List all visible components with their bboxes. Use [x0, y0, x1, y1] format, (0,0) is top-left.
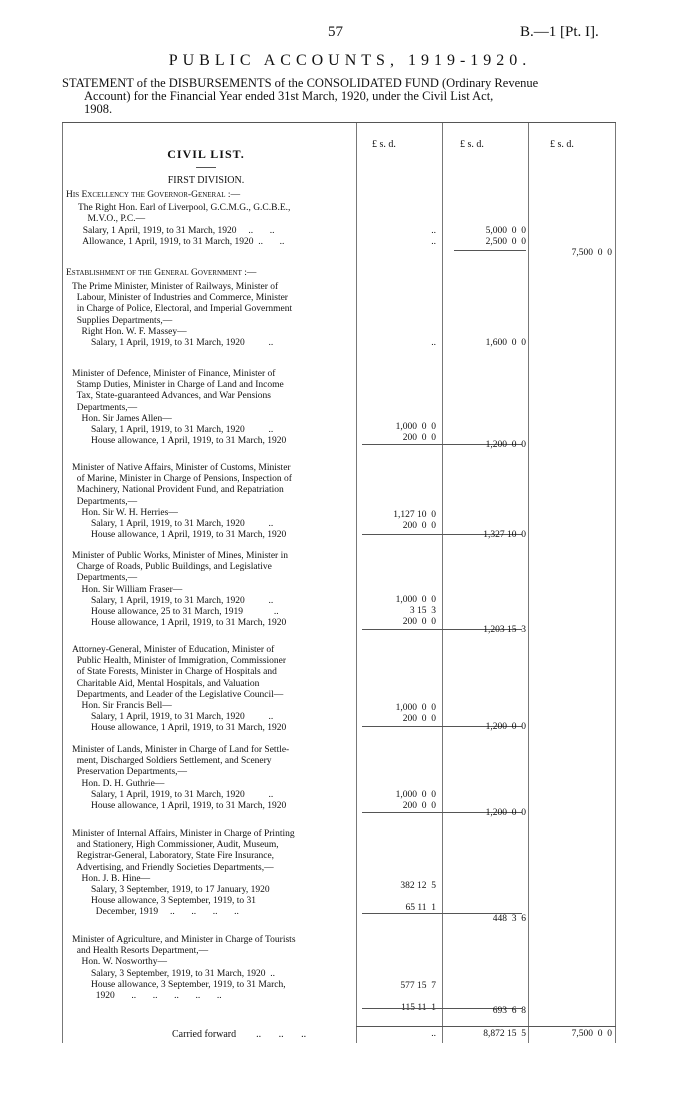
gg-total: 7,500 0 0 [571, 248, 612, 258]
minister-entry-col1: 1,127 10 0 200 0 0 [393, 510, 436, 532]
page-number: 57 [328, 24, 343, 40]
minister-entry-col1: 577 15 7 115 11 1 [400, 981, 436, 1014]
gg-heading: His Excellency the Governor-General :— [66, 190, 241, 200]
minister-entry-text: Minister of Public Works, Minister of Mines, Minister in Charge of Roads, Public Buildings, and Legislative Departments,— Hon. Sir William Fraser— Salary, 1 April, 1919, to 31 March, 1920 .. House allowance, 25 to 31 March, 1919 .. House allowance, 1 April, 1919, to 31 March, 1920 [72, 551, 288, 629]
carried-forward-label: Carried forward .. .. .. [172, 1029, 307, 1040]
minister-entry-col2: 1,203 15 3 [483, 625, 526, 635]
accounts-table [62, 122, 616, 1043]
column-header-2: £ s. d. [460, 139, 484, 150]
minister-entry-text: Minister of Agriculture, and Minister in Charge of Tourists and Health Resorts Department,— Hon. W. Nosworthy— Salary, 3 September, 1919, to 31 March, 1920 .. House allowance, 3 September, 1919, to 31 March, 1920 .. .. .. .. .. [72, 935, 296, 1002]
gg-col1: .. .. [431, 226, 436, 248]
minister-entry-col2: 1,600 0 0 [485, 338, 526, 348]
minister-entry-col1: 1,000 0 0 200 0 0 [395, 422, 436, 444]
gg-col2: 5,000 0 0 2,500 0 0 [485, 226, 526, 248]
minister-entry-text: Minister of Internal Affairs, Minister in Charge of Printing and Stationery, High Commissioner, Audit, Museum, Registrar-General, Laboratory, State Fire Insurance, Advertising, and Friendly Societies Departments,— Hon. J. B. Hine— Salary, 3 September, 1919, to 17 January, 1920 House allowance, 3 September, 1919, to 31 December, 1919 .. .. .. .. [72, 829, 295, 918]
minister-entry-col2: 1,200 0 0 [485, 722, 526, 732]
minister-entry-col2: 1,200 0 0 [485, 808, 526, 818]
minister-entry-col2: 1,200 0 0 [485, 440, 526, 450]
subtitle-line: Account) for the Financial Year ended 31st March, 1920, under the Civil List Act, [84, 89, 494, 103]
section-title: CIVIL LIST. [167, 147, 245, 161]
minister-entry-text: The Prime Minister, Minister of Railways, Minister of Labour, Minister of Industries and Commerce, Minister in Charge of Police, Electoral, and Imperial Government Supplies Departments,— Right Hon. W. F. Massey— Salary, 1 April, 1919, to 31 March, 1920 .. [72, 282, 293, 349]
column-rule [442, 123, 443, 1043]
statement-subtitle [62, 77, 614, 116]
establishment-heading: Establishment of the General Government :— [66, 268, 257, 278]
minister-entry-col1: 1,000 0 0 200 0 0 [395, 790, 436, 812]
subtitle-line: STATEMENT of the DISBURSEMENTS of the CONSOLIDATED FUND (Ordinary Revenue [62, 76, 539, 90]
page-title: PUBLIC ACCOUNTS, 1919-1920. [168, 52, 532, 69]
column-rule [62, 123, 63, 1043]
minister-entry-text: Minister of Lands, Minister in Charge of Land for Settle- ment, Discharged Soldiers Settlement, and Scenery Preservation Departments,— Hon. D. H. Guthrie— Salary, 1 April, 1919, to 31 March, 1920 .. House allowance, 1 April, 1919, to 31 March, 1920 [72, 745, 290, 812]
minister-entry-text: Minister of Defence, Minister of Finance, Minister of Stamp Duties, Minister in Charge of Land and Income Tax, State-guaranteed Advances, and War Pensions Departments,— Hon. Sir James Allen— Salary, 1 April, 1919, to 31 March, 1920 .. House allowance, 1 April, 1919, to 31 March, 1920 [72, 369, 287, 447]
carried-forward-col3: 7,500 0 0 [571, 1029, 612, 1039]
minister-entry-col2: 693 6 8 [492, 1006, 526, 1016]
column-header-3: £ s. d. [550, 139, 574, 150]
divider [196, 167, 216, 168]
subtotal-rule [454, 250, 526, 251]
minister-entry-text: Attorney-General, Minister of Education, Minister of Public Health, Minister of Immigration, Commissioner of State Forests, Minister in Charge of Hospitals and Charitable Aid, Mental Hospitals, and Valuation Departments, and Leader of the Legislative Council— Hon. Sir Francis Bell— Salary, 1 April, 1919, to 31 March, 1920 .. House allowance, 1 April, 1919, to 31 March, 1920 [72, 645, 287, 734]
gg-text: The Right Hon. Earl of Liverpool, G.C.M.G., G.C.B.E., M.V.O., P.C.— Salary, 1 April, 1919, to 31 March, 1920 .. .. Allowance, 1 April, 1919, to 31 March, 1920 .. .. [78, 203, 291, 248]
minister-entry-col2: 1,327 10 0 [483, 530, 526, 540]
total-rule [356, 1026, 616, 1027]
minister-entry-col1: 382 12 5 65 11 1 [400, 881, 436, 914]
column-rule [528, 123, 529, 1043]
carried-forward-col2: 8,872 15 5 [483, 1029, 526, 1039]
minister-entry-text: Minister of Native Affairs, Minister of Customs, Minister of Marine, Minister in Charge of Pensions, Inspection of Machinery, National Provident Fund, and Repatriation Departments,— Hon. Sir W. H. Herries— Salary, 1 April, 1919, to 31 March, 1920 .. House allowance, 1 April, 1919, to 31 March, 1920 [72, 463, 292, 541]
minister-entry-col1: 1,000 0 0 200 0 0 [395, 703, 436, 725]
minister-entry-col2: 448 3 6 [492, 914, 526, 924]
column-rule [615, 123, 616, 1043]
carried-forward-col1: .. [431, 1029, 436, 1039]
column-header-1: £ s. d. [372, 139, 396, 150]
subtitle-line: 1908. [84, 102, 113, 116]
division-title: FIRST DIVISION. [167, 175, 245, 186]
minister-entry-col1: 1,000 0 0 3 15 3 200 0 0 [395, 595, 436, 628]
minister-entry-col1: .. [431, 338, 436, 348]
document-reference: B.—1 [Pt. I]. [520, 24, 599, 40]
